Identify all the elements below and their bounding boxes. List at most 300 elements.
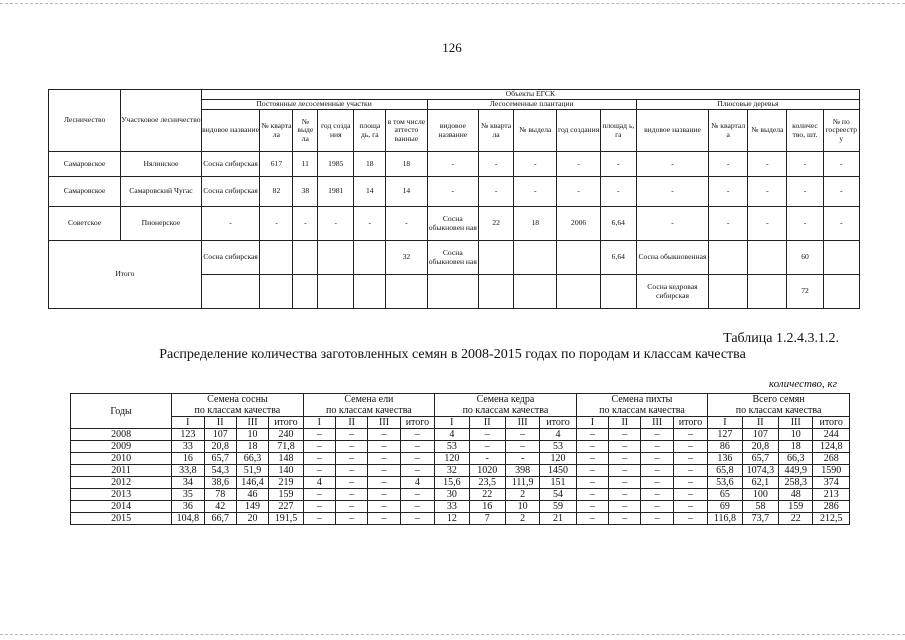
table-cell: 51,9 xyxy=(236,465,268,477)
table-cell: 268 xyxy=(813,453,850,465)
table-cell: – xyxy=(469,441,505,453)
table-cell: – xyxy=(303,489,335,501)
table-cell: – xyxy=(673,453,707,465)
table-cell: 219 xyxy=(269,477,303,489)
table-cell: – xyxy=(576,501,608,513)
table-cell: 15,6 xyxy=(435,477,469,489)
table-cell: – xyxy=(673,513,707,525)
table-cell: – xyxy=(368,489,400,501)
table-cell: – xyxy=(336,501,368,513)
table-cell: – xyxy=(609,441,641,453)
total-t-species-1: Сосна обыкновенная xyxy=(636,241,708,275)
class-header: III xyxy=(505,417,539,429)
table-cell: Советское xyxy=(49,207,121,241)
table-cell: – xyxy=(469,429,505,441)
total-label: Итого xyxy=(49,241,202,309)
group-title: Всего семян xyxy=(752,394,805,405)
table-cell: 30 xyxy=(435,489,469,501)
table-cell: - xyxy=(201,207,260,241)
table-cell: – xyxy=(641,477,673,489)
table-cell: - xyxy=(318,207,354,241)
table-cell: 12 xyxy=(435,513,469,525)
table-cell: – xyxy=(336,441,368,453)
table-cell: – xyxy=(368,441,400,453)
table-cell: – xyxy=(609,513,641,525)
table-row xyxy=(71,489,850,501)
table-cell: 38,6 xyxy=(204,477,236,489)
class-header: II xyxy=(336,417,368,429)
table-cell: 62,1 xyxy=(742,477,778,489)
header-p-kvartal: № кварта ла xyxy=(260,110,293,152)
top-border-line xyxy=(0,3,905,4)
table-cell: – xyxy=(368,465,400,477)
table-cell: 66,3 xyxy=(779,453,813,465)
table-cell: 82 xyxy=(260,177,293,207)
table-cell: - xyxy=(748,152,787,177)
table-cell: 449,9 xyxy=(779,465,813,477)
class-header: итого xyxy=(269,417,303,429)
table-cell: – xyxy=(368,453,400,465)
table-cell: 33 xyxy=(172,441,204,453)
class-header: I xyxy=(303,417,335,429)
egsk-objects-table xyxy=(48,89,860,309)
total-p-certified: 32 xyxy=(386,241,427,275)
table-cell: 23,5 xyxy=(469,477,505,489)
table-cell: – xyxy=(641,453,673,465)
table-cell: 191,5 xyxy=(269,513,303,525)
table-cell: - xyxy=(386,207,427,241)
table-cell: – xyxy=(303,453,335,465)
table-cell: - xyxy=(748,207,787,241)
group-title: Семена сосны xyxy=(207,394,268,405)
table-cell: – xyxy=(576,453,608,465)
class-header: III xyxy=(368,417,400,429)
table-cell: 2 xyxy=(505,513,539,525)
table-cell: - xyxy=(469,453,505,465)
table-cell: 35 xyxy=(172,489,204,501)
table-cell: – xyxy=(303,465,335,477)
table-cell: 2006 xyxy=(557,207,600,241)
table-cell: 104,8 xyxy=(172,513,204,525)
table-cell: – xyxy=(609,429,641,441)
table-cell: 18 xyxy=(354,152,386,177)
class-header: II xyxy=(742,417,778,429)
table-cell: 136 xyxy=(708,453,742,465)
table-label: Таблица 1.2.4.3.1.2. xyxy=(723,331,839,346)
table-cell: - xyxy=(748,177,787,207)
header-p-species: видовое название xyxy=(201,110,260,152)
year-cell: 2015 xyxy=(71,513,172,525)
header-l-kvartal: № кварта ла xyxy=(479,110,514,152)
header-district: Участковое лесничество xyxy=(121,90,201,152)
table-row xyxy=(71,477,850,489)
group-subtitle: по классам качества xyxy=(326,405,412,416)
table-cell: - xyxy=(600,152,636,177)
header-permanent-plots: Постоянные лесосеменные участки xyxy=(201,100,427,110)
table-cell: – xyxy=(336,453,368,465)
year-cell: 2008 xyxy=(71,429,172,441)
table-cell: 14 xyxy=(354,177,386,207)
class-header: I xyxy=(435,417,469,429)
table-cell: - xyxy=(293,207,318,241)
table-cell: 18 xyxy=(779,441,813,453)
table-cell: – xyxy=(641,513,673,525)
header-seed-plantations: Лесосеменные плантации xyxy=(427,100,636,110)
header-t-registry: № по госреестр у xyxy=(823,110,859,152)
table-cell: 65,7 xyxy=(204,453,236,465)
table-cell: 65,7 xyxy=(742,453,778,465)
table-cell: - xyxy=(354,207,386,241)
table-cell: – xyxy=(576,477,608,489)
table-cell: - xyxy=(557,152,600,177)
header-years: Годы xyxy=(71,394,172,429)
class-header: III xyxy=(641,417,673,429)
table-cell: 78 xyxy=(204,489,236,501)
class-header: итого xyxy=(673,417,707,429)
table-cell: 1020 xyxy=(469,465,505,477)
table-cell: Пионерское xyxy=(121,207,201,241)
total-l-area: 6,64 xyxy=(600,241,636,275)
table-cell: 107 xyxy=(742,429,778,441)
table-cell: 4 xyxy=(303,477,335,489)
table-cell: – xyxy=(303,429,335,441)
group-subtitle: по классам качества xyxy=(599,405,685,416)
year-cell: 2010 xyxy=(71,453,172,465)
header-t-vydel: № выдела xyxy=(748,110,787,152)
table-cell: – xyxy=(673,465,707,477)
table-cell: – xyxy=(673,441,707,453)
table-cell: – xyxy=(641,429,673,441)
table-cell: – xyxy=(400,441,434,453)
table-cell: 140 xyxy=(269,465,303,477)
table-row xyxy=(71,429,850,441)
class-header: III xyxy=(236,417,268,429)
table-cell: – xyxy=(609,477,641,489)
table-cell: 22 xyxy=(469,489,505,501)
table-cell: 1981 xyxy=(318,177,354,207)
table-cell: 59 xyxy=(540,501,576,513)
header-p-vydel: № выде ла xyxy=(293,110,318,152)
table-cell: - xyxy=(427,152,479,177)
units-label: количество, кг xyxy=(768,378,837,390)
table-cell: 10 xyxy=(505,501,539,513)
table-cell: - xyxy=(505,453,539,465)
table-cell: Самаровское xyxy=(49,152,121,177)
table-cell: - xyxy=(787,177,823,207)
table-cell: - xyxy=(823,177,859,207)
group-header xyxy=(303,394,434,417)
table-cell: 617 xyxy=(260,152,293,177)
header-t-count: количес тво, шт. xyxy=(787,110,823,152)
table-cell: 212,5 xyxy=(813,513,850,525)
table-cell: – xyxy=(368,501,400,513)
table-cell: Самаровский Чугас xyxy=(121,177,201,207)
table-row xyxy=(71,441,850,453)
table-cell: – xyxy=(368,513,400,525)
group-title: Семена ели xyxy=(344,394,394,405)
table-cell: 244 xyxy=(813,429,850,441)
table-cell: 46 xyxy=(236,489,268,501)
table-cell: – xyxy=(673,501,707,513)
table-cell: – xyxy=(673,477,707,489)
table-cell: – xyxy=(336,477,368,489)
table-cell: 120 xyxy=(435,453,469,465)
table-cell: – xyxy=(505,429,539,441)
group-title: Семена пихты xyxy=(611,394,673,405)
table-cell: – xyxy=(576,441,608,453)
header-forestry: Лесничество xyxy=(49,90,121,152)
table-cell: 107 xyxy=(204,429,236,441)
table-cell: 21 xyxy=(540,513,576,525)
table-cell: 148 xyxy=(269,453,303,465)
table-cell: 53,6 xyxy=(708,477,742,489)
table-cell: – xyxy=(368,477,400,489)
header-l-species: видовое название xyxy=(427,110,479,152)
table-cell: 258,3 xyxy=(779,477,813,489)
year-cell: 2013 xyxy=(71,489,172,501)
table-cell: 2 xyxy=(505,489,539,501)
bottom-border-line xyxy=(0,634,905,635)
table-cell: 54,3 xyxy=(204,465,236,477)
table-row xyxy=(71,513,850,525)
table-cell: - xyxy=(260,207,293,241)
year-cell: 2014 xyxy=(71,501,172,513)
table-cell: - xyxy=(514,177,557,207)
page-number: 126 xyxy=(442,40,462,55)
total-t-count-2: 72 xyxy=(787,275,823,309)
table-cell: - xyxy=(636,207,708,241)
table-cell: 10 xyxy=(779,429,813,441)
table-cell: 11 xyxy=(293,152,318,177)
table-cell: 53 xyxy=(540,441,576,453)
table-cell: 53 xyxy=(435,441,469,453)
class-header: II xyxy=(204,417,236,429)
header-l-year: год создания xyxy=(557,110,600,152)
table-cell: 10 xyxy=(236,429,268,441)
table-cell: 22 xyxy=(779,513,813,525)
table-cell: – xyxy=(336,489,368,501)
class-header: итого xyxy=(813,417,850,429)
header-t-species: видовое название xyxy=(636,110,708,152)
table-cell: – xyxy=(576,465,608,477)
table-cell: – xyxy=(641,501,673,513)
table-cell: 66,7 xyxy=(204,513,236,525)
table-cell: – xyxy=(505,441,539,453)
table-cell: 286 xyxy=(813,501,850,513)
table-cell: – xyxy=(576,489,608,501)
table-cell: 18 xyxy=(236,441,268,453)
seed-harvest-table xyxy=(70,393,850,525)
table-cell: – xyxy=(576,429,608,441)
table-cell: – xyxy=(368,429,400,441)
table-cell: - xyxy=(787,207,823,241)
table-cell: 18 xyxy=(386,152,427,177)
table-cell: – xyxy=(303,513,335,525)
table-cell: 100 xyxy=(742,489,778,501)
table-cell: Сосна обыкновен ная xyxy=(427,207,479,241)
header-l-vydel: № выдела xyxy=(514,110,557,152)
table-cell: 159 xyxy=(269,489,303,501)
table-cell: 32 xyxy=(435,465,469,477)
table-cell: - xyxy=(709,152,748,177)
table-cell: 4 xyxy=(400,477,434,489)
table-cell: Сосна сибирская xyxy=(201,177,260,207)
total-row xyxy=(49,241,860,275)
table-cell: 398 xyxy=(505,465,539,477)
table-cell: 42 xyxy=(204,501,236,513)
class-header: итого xyxy=(540,417,576,429)
table-cell: – xyxy=(400,429,434,441)
header-p-year: год созда ния xyxy=(318,110,354,152)
table-cell: 111,9 xyxy=(505,477,539,489)
table-cell: 65 xyxy=(708,489,742,501)
table-cell: - xyxy=(600,177,636,207)
table-cell: – xyxy=(336,429,368,441)
class-header: I xyxy=(708,417,742,429)
table-cell: – xyxy=(609,465,641,477)
class-header: III xyxy=(779,417,813,429)
table-cell: 73,7 xyxy=(742,513,778,525)
table-title: Распределение количества заготовленных семян в 2008-2015 годах по породам и классам качества xyxy=(159,347,746,362)
total-t-species-2: Сосна кедровая сибирская xyxy=(636,275,708,309)
table-cell: Самаровское xyxy=(49,177,121,207)
table-cell: – xyxy=(336,465,368,477)
table-cell: 123 xyxy=(172,429,204,441)
table-cell: – xyxy=(400,501,434,513)
table-cell: – xyxy=(609,453,641,465)
table-cell: 36 xyxy=(172,501,204,513)
table-cell: - xyxy=(823,207,859,241)
table-cell: 69 xyxy=(708,501,742,513)
class-header: II xyxy=(609,417,641,429)
table-cell: 7 xyxy=(469,513,505,525)
total-p-species: Сосна сибирская xyxy=(201,241,260,275)
table-cell: – xyxy=(609,501,641,513)
table-cell: 146,4 xyxy=(236,477,268,489)
table-cell: 1985 xyxy=(318,152,354,177)
class-header: I xyxy=(576,417,608,429)
year-cell: 2009 xyxy=(71,441,172,453)
table-cell: - xyxy=(823,152,859,177)
table-cell: 33,8 xyxy=(172,465,204,477)
table-cell: – xyxy=(641,465,673,477)
class-header-row xyxy=(71,417,850,429)
table-cell: – xyxy=(400,513,434,525)
header-plus-trees: Плюсовые деревья xyxy=(636,100,859,110)
table-cell: 6,64 xyxy=(600,207,636,241)
class-header: итого xyxy=(400,417,434,429)
header-p-area: площа дь, га xyxy=(354,110,386,152)
class-header: I xyxy=(172,417,204,429)
total-l-species: Сосна обыкновен ная xyxy=(427,241,479,275)
table-cell: 33 xyxy=(435,501,469,513)
table-cell: 149 xyxy=(236,501,268,513)
table-cell: – xyxy=(576,513,608,525)
table-cell: 20 xyxy=(236,513,268,525)
table-cell: 18 xyxy=(514,207,557,241)
table-cell: 86 xyxy=(708,441,742,453)
table-cell: – xyxy=(400,465,434,477)
table-cell: 1590 xyxy=(813,465,850,477)
table-cell: 374 xyxy=(813,477,850,489)
table-cell: 116,8 xyxy=(708,513,742,525)
table-cell: 54 xyxy=(540,489,576,501)
table-cell: – xyxy=(303,501,335,513)
table-cell: 16 xyxy=(469,501,505,513)
total-t-count-1: 60 xyxy=(787,241,823,275)
table-cell: - xyxy=(636,177,708,207)
table-cell: – xyxy=(673,429,707,441)
table-cell: 1074,3 xyxy=(742,465,778,477)
header-l-area: площад ь, га xyxy=(600,110,636,152)
group-header xyxy=(708,394,850,417)
table-cell: – xyxy=(673,489,707,501)
table-cell: - xyxy=(787,152,823,177)
year-cell: 2011 xyxy=(71,465,172,477)
table-row xyxy=(71,453,850,465)
table-cell: 120 xyxy=(540,453,576,465)
year-cell: 2012 xyxy=(71,477,172,489)
table-cell: - xyxy=(427,177,479,207)
table-cell: Нялинское xyxy=(121,152,201,177)
table-cell: 48 xyxy=(779,489,813,501)
table-cell: 4 xyxy=(540,429,576,441)
table-cell: 71,8 xyxy=(269,441,303,453)
table-cell: 20,8 xyxy=(742,441,778,453)
group-subtitle: по классам качества xyxy=(735,405,822,416)
table-cell: - xyxy=(709,207,748,241)
table-cell: 240 xyxy=(269,429,303,441)
table-cell: 159 xyxy=(779,501,813,513)
table-cell: - xyxy=(514,152,557,177)
table-cell: - xyxy=(636,152,708,177)
table-cell: 20,8 xyxy=(204,441,236,453)
table-cell: 227 xyxy=(269,501,303,513)
table-cell: 14 xyxy=(386,177,427,207)
table-cell: 65,8 xyxy=(708,465,742,477)
table-cell: - xyxy=(479,152,514,177)
header-t-kvartal: № квартал а xyxy=(709,110,748,152)
header-egsk: Объекты ЕГСК xyxy=(201,90,859,100)
table-cell: – xyxy=(336,513,368,525)
table-cell: 58 xyxy=(742,501,778,513)
group-header xyxy=(172,394,303,417)
table-cell: 22 xyxy=(479,207,514,241)
table-cell: 151 xyxy=(540,477,576,489)
table-cell: – xyxy=(609,489,641,501)
table-row xyxy=(71,501,850,513)
table-cell: 127 xyxy=(708,429,742,441)
table-cell: Сосна сибирская xyxy=(201,152,260,177)
group-header xyxy=(576,394,707,417)
table-cell: - xyxy=(709,177,748,207)
table-cell: – xyxy=(400,489,434,501)
group-title: Семена кедра xyxy=(476,394,535,405)
table-row xyxy=(49,152,860,177)
table-cell: 124,8 xyxy=(813,441,850,453)
table-cell: – xyxy=(303,441,335,453)
table-cell: 34 xyxy=(172,477,204,489)
group-header-row xyxy=(71,394,850,417)
class-header: II xyxy=(469,417,505,429)
table-cell: – xyxy=(641,489,673,501)
group-subtitle: по классам качества xyxy=(194,405,281,416)
table-cell: - xyxy=(557,177,600,207)
table-row xyxy=(49,207,860,241)
table-cell: 213 xyxy=(813,489,850,501)
group-subtitle: по классам качества xyxy=(462,405,549,416)
table-cell: 16 xyxy=(172,453,204,465)
